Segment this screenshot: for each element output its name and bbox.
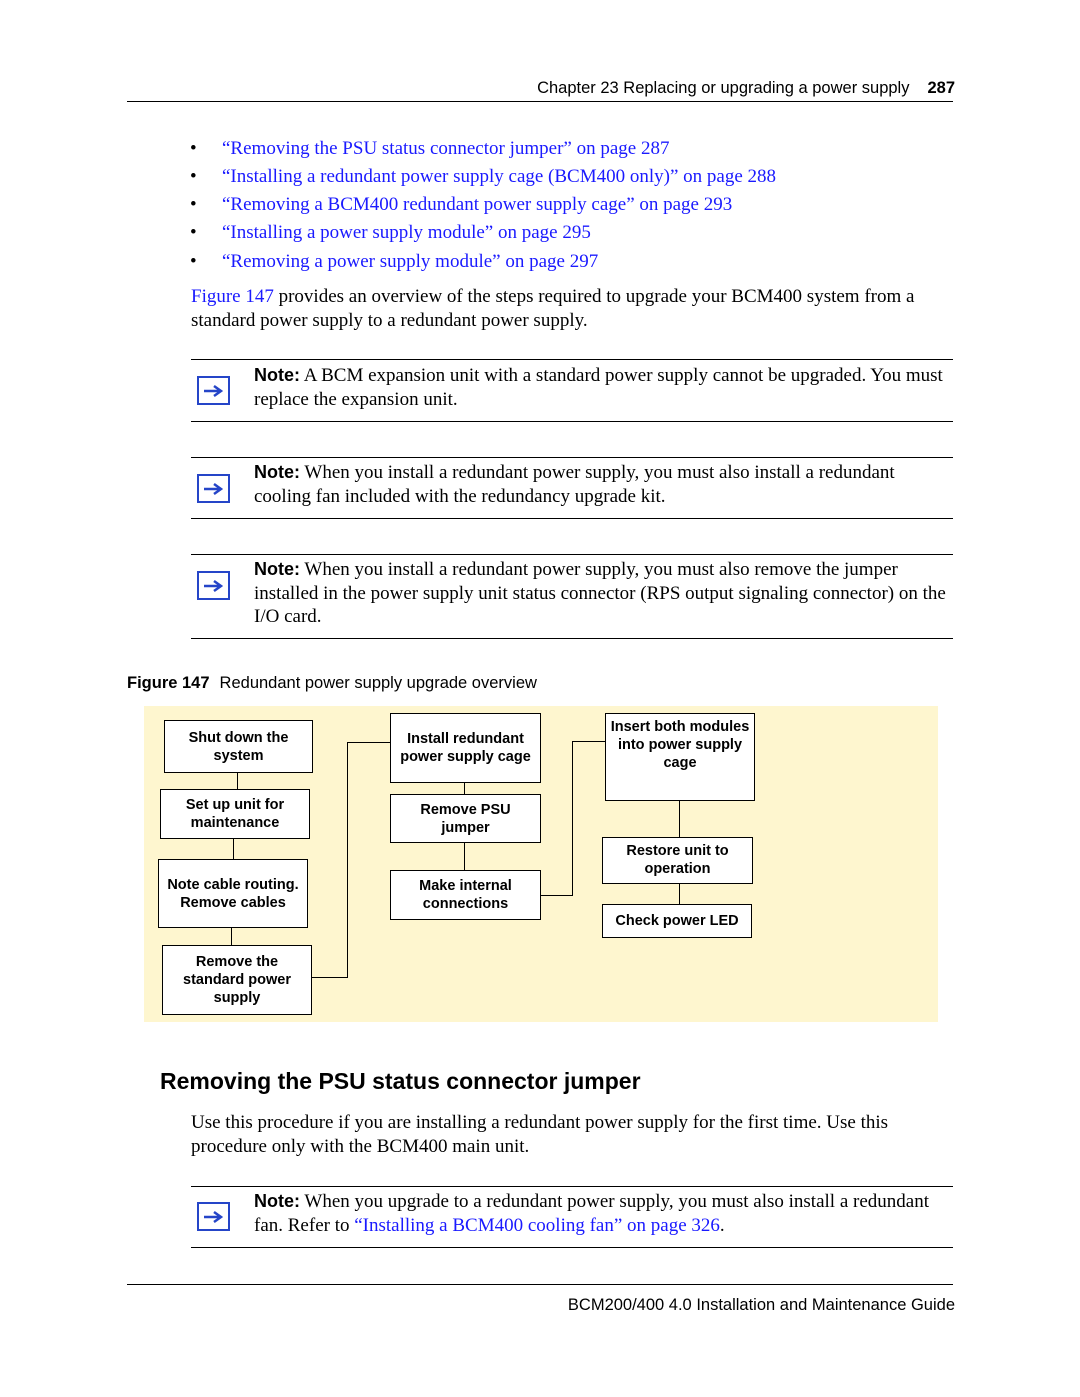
page-number: 287 bbox=[927, 79, 955, 97]
note-label: Note: bbox=[254, 365, 300, 385]
intro-text: provides an overview of the steps required to upgrade your BCM400 system from a standard power supply to a redundant power supply. bbox=[191, 286, 915, 331]
connector bbox=[572, 741, 573, 896]
step-box: Make internal connections bbox=[390, 870, 541, 920]
bullet-link[interactable]: “Removing the PSU status connector jumper” on page 287 bbox=[222, 138, 670, 159]
note-text: Note: When you install a redundant power supply, you must also remove the jumper installed in the power supply unit status connector (RPS output signaling connector) on the I/O card. bbox=[254, 559, 946, 627]
note-label: Note: bbox=[254, 559, 300, 579]
bullet-link[interactable]: “Installing a power supply module” on page 295 bbox=[222, 222, 591, 243]
figure-reference-link[interactable]: Figure 147 bbox=[191, 286, 274, 307]
connector bbox=[464, 843, 465, 870]
note-rule-bottom bbox=[191, 518, 953, 519]
list-item[interactable]: • “Installing a redundant power supply cage (BCM400 only)” on page 288 bbox=[190, 166, 777, 187]
chapter-title: Chapter 23 Replacing or upgrading a power supply bbox=[537, 79, 910, 97]
note-box bbox=[191, 558, 953, 634]
footer-title: BCM200/400 4.0 Installation and Maintenance Guide bbox=[567, 1296, 955, 1314]
connector bbox=[231, 928, 232, 945]
step-box: Set up unit for maintenance bbox=[160, 789, 310, 839]
connector bbox=[233, 839, 234, 859]
header-rule bbox=[127, 101, 953, 102]
step-box: Remove PSU jumper bbox=[390, 794, 541, 843]
cooling-fan-link[interactable]: “Installing a BCM400 cooling fan” on page 326 bbox=[354, 1214, 720, 1236]
note-rule-top bbox=[191, 1186, 953, 1187]
note-rule-top bbox=[191, 359, 953, 360]
step-box: Insert both modules into power supply cage bbox=[605, 713, 755, 801]
arrow-right-icon bbox=[197, 571, 230, 600]
figure-label: Figure 147 bbox=[127, 674, 210, 692]
note-rule-bottom bbox=[191, 1247, 953, 1248]
connector bbox=[464, 783, 465, 794]
list-item[interactable]: • “Removing a BCM400 redundant power supply cage” on page 293 bbox=[190, 194, 733, 215]
note-box bbox=[191, 461, 953, 515]
connector bbox=[541, 895, 573, 896]
note-rule-top bbox=[191, 554, 953, 555]
list-item[interactable]: • “Removing the PSU status connector jumper” on page 287 bbox=[190, 138, 670, 159]
bullet-link[interactable]: “Removing a power supply module” on page 297 bbox=[222, 251, 599, 272]
section-body: Use this procedure if you are installing a redundant power supply for the first time. Use this procedure only with the BCM400 main unit. bbox=[191, 1112, 889, 1157]
connector bbox=[679, 801, 680, 837]
connector bbox=[572, 741, 606, 742]
step-box: Remove the standard power supply bbox=[162, 945, 312, 1015]
section-heading: Removing the PSU status connector jumper bbox=[160, 1068, 641, 1094]
note-box bbox=[191, 1190, 953, 1244]
flow-diagram bbox=[144, 706, 938, 1022]
note-box bbox=[191, 364, 953, 418]
bullet-link[interactable]: “Installing a redundant power supply cage (BCM400 only)” on page 288 bbox=[222, 166, 777, 187]
step-box: Check power LED bbox=[602, 904, 752, 938]
step-box: Restore unit to operation bbox=[602, 837, 753, 884]
list-item[interactable]: • “Installing a power supply module” on page 295 bbox=[190, 222, 591, 243]
figure-title: Redundant power supply upgrade overview bbox=[219, 674, 537, 692]
figure-caption bbox=[127, 674, 537, 693]
note-label: Note: bbox=[254, 1191, 300, 1211]
footer-rule bbox=[127, 1284, 953, 1285]
note-rule-bottom bbox=[191, 421, 953, 422]
bullet-link[interactable]: “Removing a BCM400 redundant power supply cage” on page 293 bbox=[222, 194, 733, 215]
running-header bbox=[500, 79, 955, 98]
intro-paragraph bbox=[191, 285, 946, 332]
note-label: Note: bbox=[254, 462, 300, 482]
list-item[interactable]: • “Removing a power supply module” on page 297 bbox=[190, 251, 599, 272]
arrow-right-icon bbox=[197, 1202, 230, 1231]
note-text: Note: A BCM expansion unit with a standard power supply cannot be upgraded. You must replace the expansion unit. bbox=[254, 365, 943, 410]
note-text: Note: When you upgrade to a redundant power supply, you must also install a redundant fan. Refer to “Installing a BCM400 cooling fan” on page 326. bbox=[254, 1191, 929, 1236]
connector bbox=[679, 884, 680, 904]
arrow-right-icon bbox=[197, 376, 230, 405]
step-box: Shut down the system bbox=[164, 720, 313, 773]
step-box: Note cable routing. Remove cables bbox=[158, 859, 308, 928]
note-text: Note: When you install a redundant power supply, you must also install a redundant cooling fan included with the redundancy upgrade kit. bbox=[254, 462, 895, 507]
note-rule-bottom bbox=[191, 638, 953, 639]
arrow-right-icon bbox=[197, 474, 230, 503]
note-rule-top bbox=[191, 457, 953, 458]
connector bbox=[347, 742, 391, 743]
step-box: Install redundant power supply cage bbox=[390, 713, 541, 783]
connector bbox=[237, 773, 238, 789]
connector bbox=[311, 977, 348, 978]
connector bbox=[347, 742, 348, 978]
